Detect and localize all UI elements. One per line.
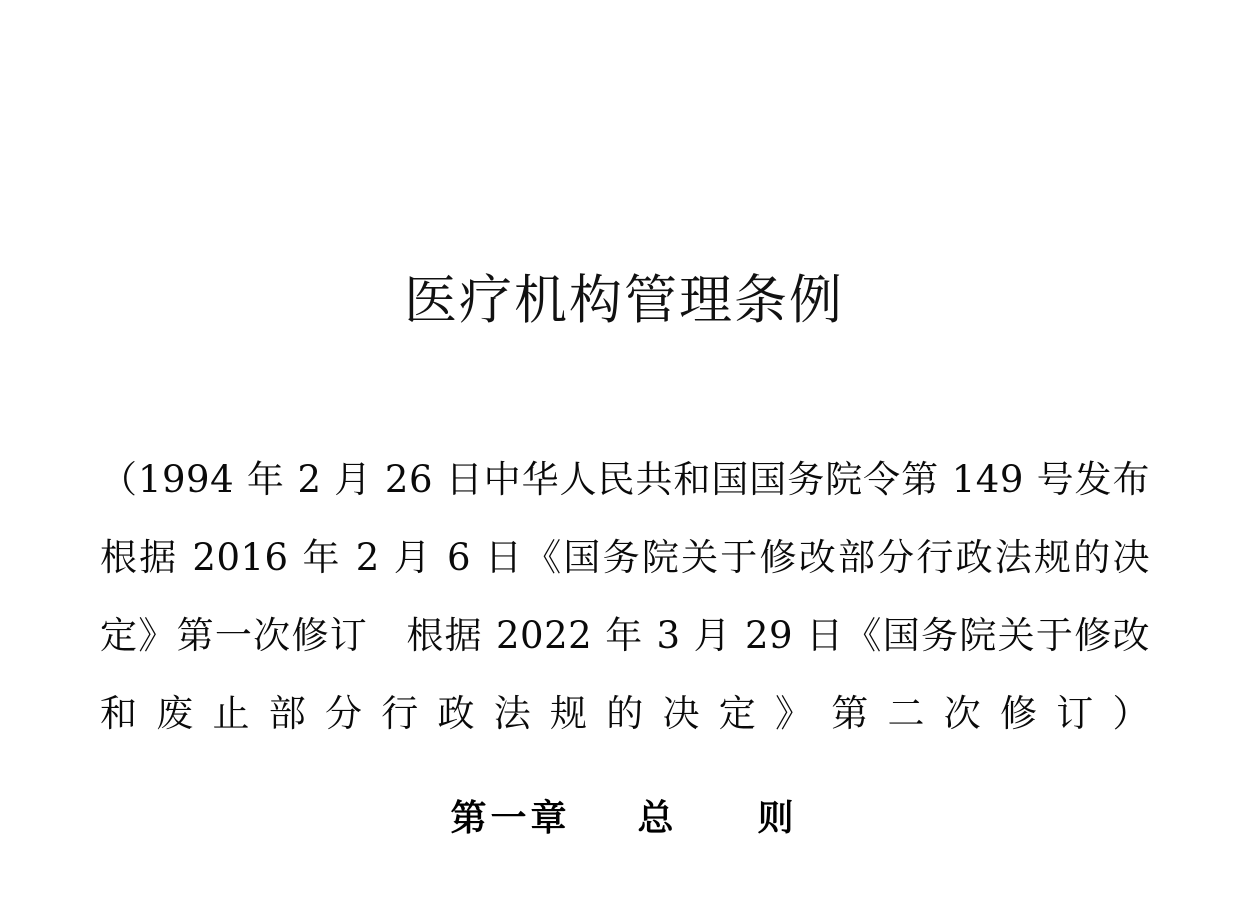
chapter-heading xyxy=(0,790,1248,841)
chapter-name: 总 则 xyxy=(637,798,798,839)
page-title: 医疗机构管理条例 xyxy=(404,269,844,331)
preamble-paragraph: （1994 年 2 月 26 日中华人民共和国国务院令第 149 号发布 根据 2016 年 2 月 6 日《国务院关于修改部分行政法规的决定》第一次修订 根据 2022 年 3 月 29 日《国务院关于修改和废止部分行政法规的决定》第二次修订） xyxy=(100,458,1188,735)
chapter-number: 第一章 xyxy=(450,798,571,839)
